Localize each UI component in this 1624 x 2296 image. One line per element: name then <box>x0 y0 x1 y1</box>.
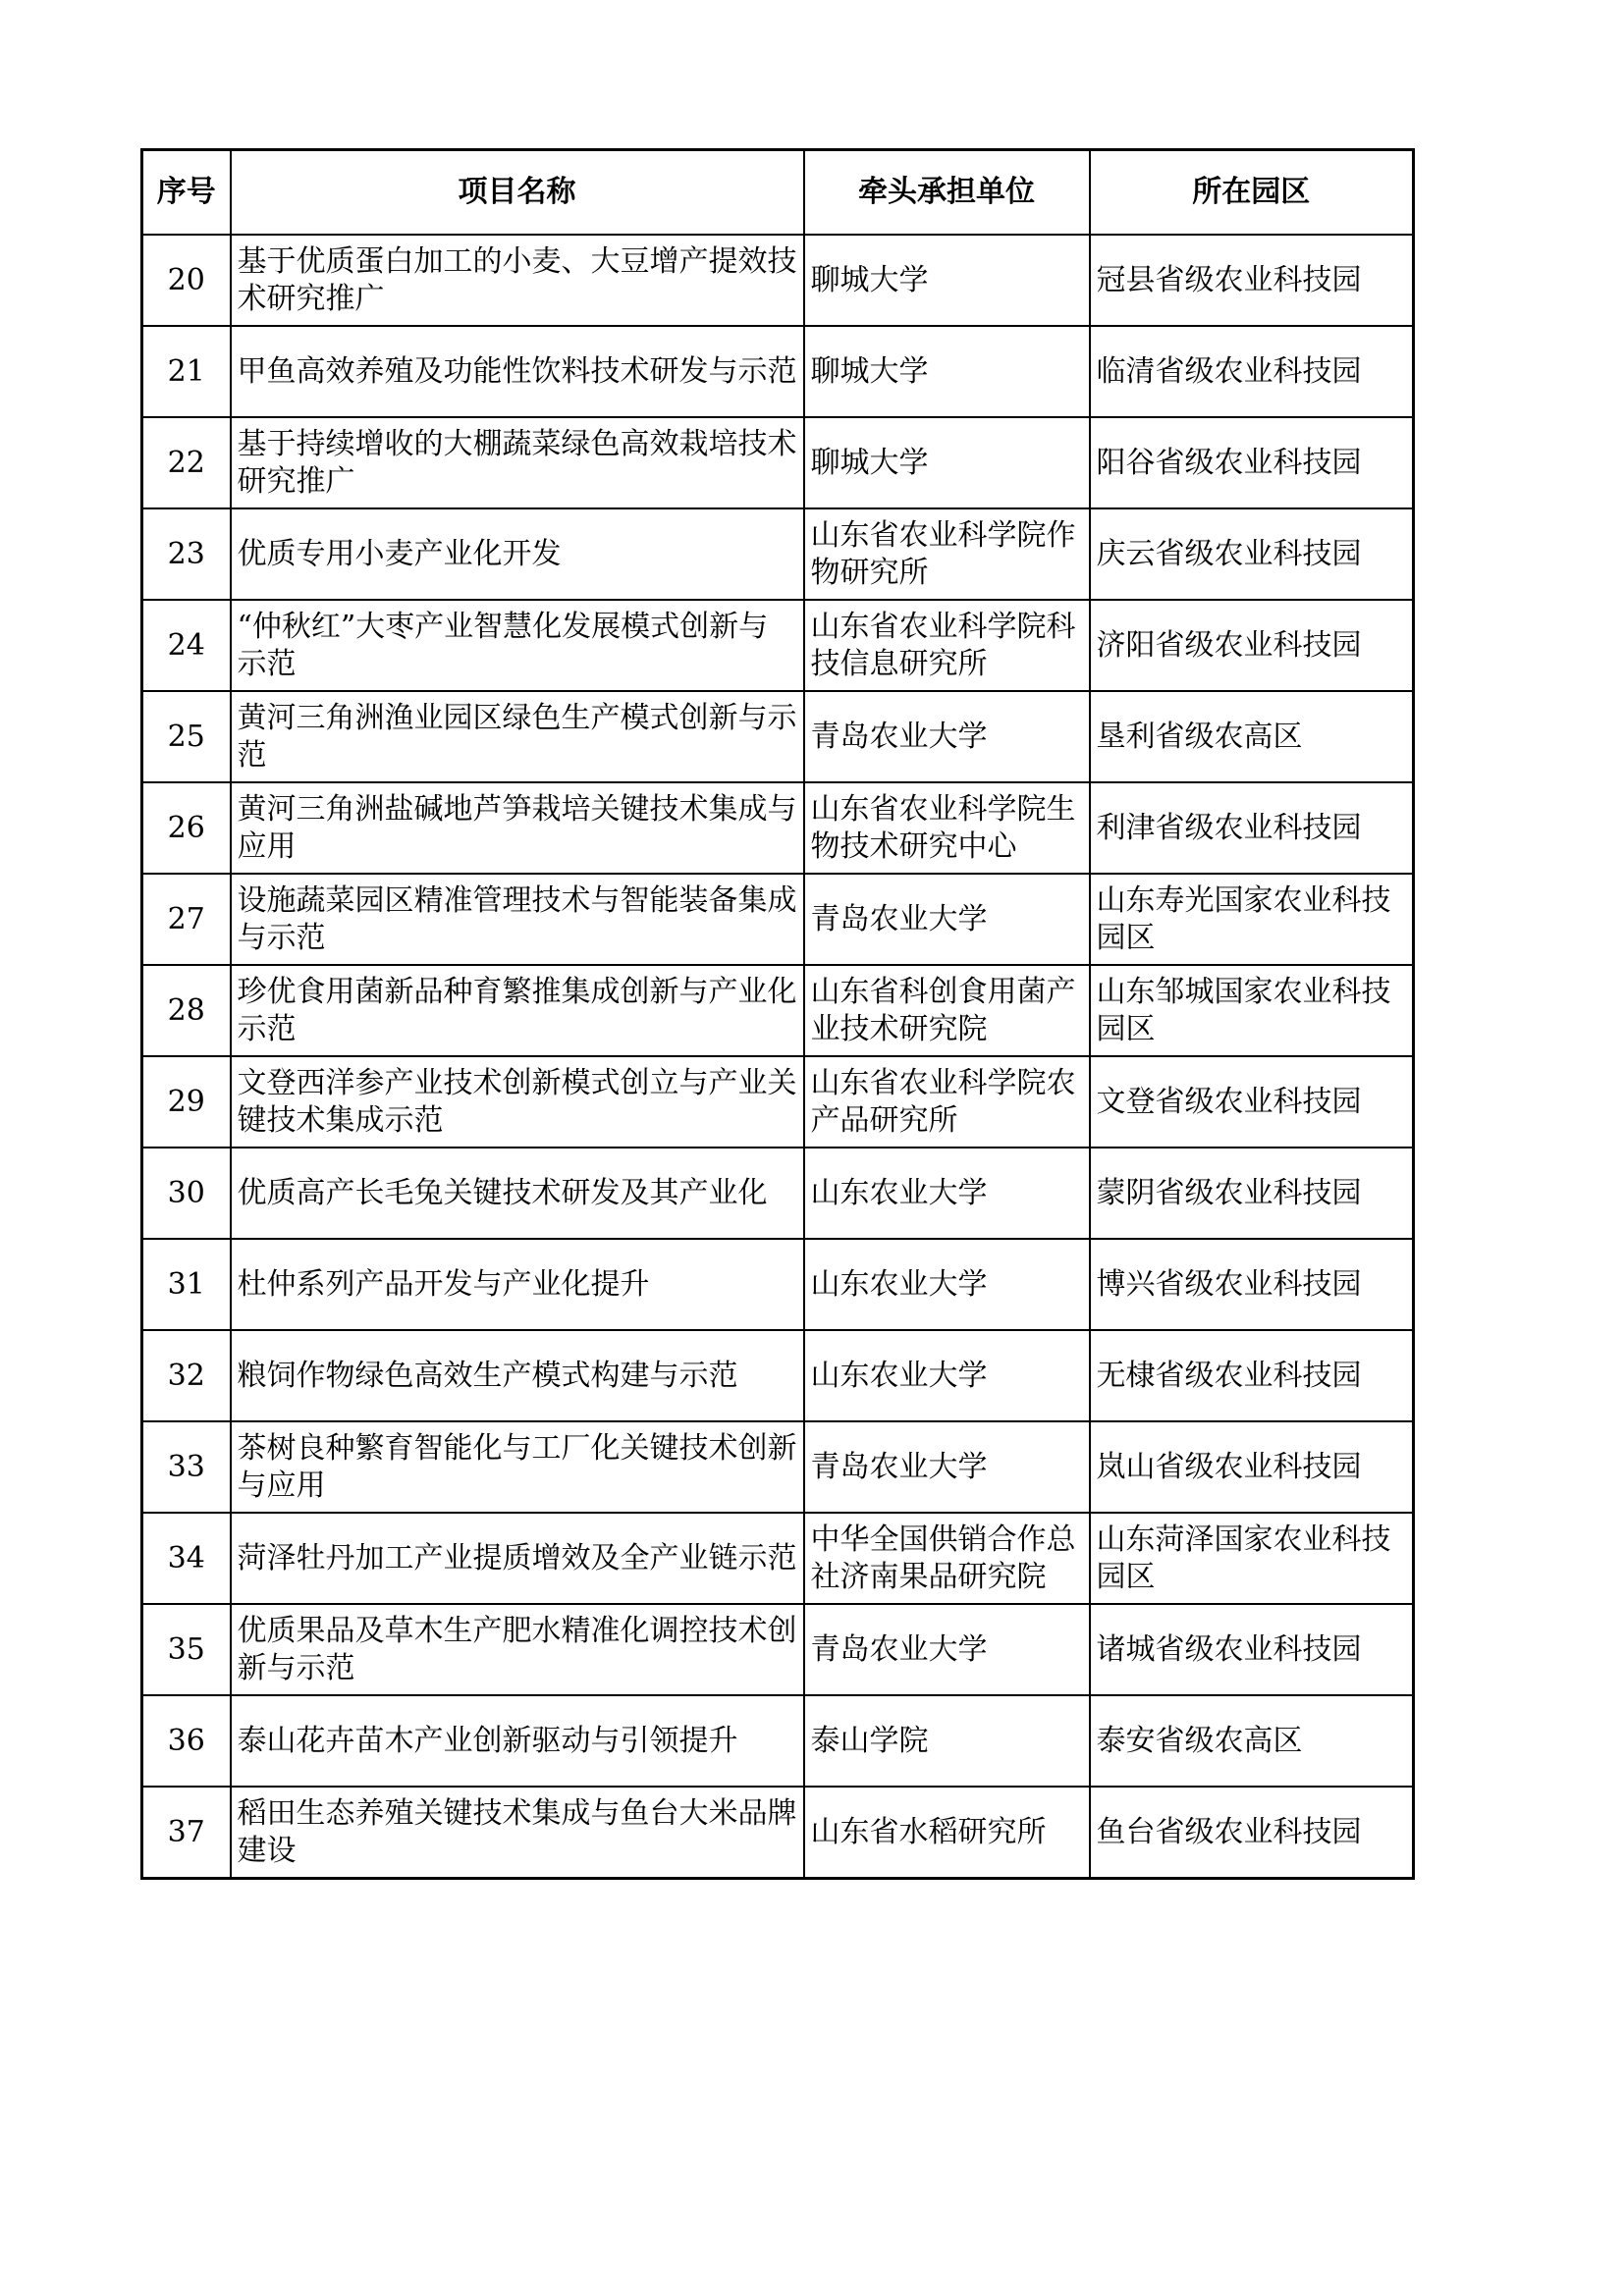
cell-serial-number: 21 <box>142 326 231 417</box>
cell-park: 岚山省级农业科技园 <box>1090 1421 1414 1513</box>
cell-lead-unit: 青岛农业大学 <box>804 691 1090 782</box>
cell-serial-number: 20 <box>142 235 231 326</box>
cell-park: 无棣省级农业科技园 <box>1090 1330 1414 1421</box>
cell-park: 文登省级农业科技园 <box>1090 1056 1414 1148</box>
cell-lead-unit: 泰山学院 <box>804 1695 1090 1787</box>
project-table <box>140 148 1415 1880</box>
table-row <box>142 508 1414 600</box>
cell-park: 山东邹城国家农业科技园区 <box>1090 965 1414 1056</box>
table-row <box>142 782 1414 874</box>
table-row <box>142 1604 1414 1695</box>
cell-lead-unit: 山东农业大学 <box>804 1239 1090 1330</box>
cell-lead-unit: 山东省水稻研究所 <box>804 1787 1090 1879</box>
table-row <box>142 326 1414 417</box>
cell-serial-number: 35 <box>142 1604 231 1695</box>
cell-park: 临清省级农业科技园 <box>1090 326 1414 417</box>
cell-lead-unit: 山东省农业科学院农产品研究所 <box>804 1056 1090 1148</box>
cell-lead-unit: 山东省科创食用菌产业技术研究院 <box>804 965 1090 1056</box>
cell-serial-number: 37 <box>142 1787 231 1879</box>
cell-serial-number: 23 <box>142 508 231 600</box>
cell-project-name: 泰山花卉苗木产业创新驱动与引领提升 <box>231 1695 804 1787</box>
cell-project-name: 黄河三角洲盐碱地芦笋栽培关键技术集成与应用 <box>231 782 804 874</box>
cell-serial-number: 36 <box>142 1695 231 1787</box>
cell-lead-unit: 山东农业大学 <box>804 1148 1090 1239</box>
cell-serial-number: 32 <box>142 1330 231 1421</box>
cell-serial-number: 26 <box>142 782 231 874</box>
cell-lead-unit: 聊城大学 <box>804 326 1090 417</box>
cell-project-name: 珍优食用菌新品种育繁推集成创新与产业化示范 <box>231 965 804 1056</box>
cell-park: 冠县省级农业科技园 <box>1090 235 1414 326</box>
cell-project-name: 设施蔬菜园区精准管理技术与智能装备集成与示范 <box>231 874 804 965</box>
table-row <box>142 965 1414 1056</box>
cell-project-name: 粮饲作物绿色高效生产模式构建与示范 <box>231 1330 804 1421</box>
cell-park: 济阳省级农业科技园 <box>1090 600 1414 691</box>
cell-project-name: 黄河三角洲渔业园区绿色生产模式创新与示范 <box>231 691 804 782</box>
cell-park: 垦利省级农高区 <box>1090 691 1414 782</box>
table-row <box>142 1787 1414 1879</box>
table-row <box>142 600 1414 691</box>
cell-project-name: 稻田生态养殖关键技术集成与鱼台大米品牌建设 <box>231 1787 804 1879</box>
cell-lead-unit: 山东省农业科学院科技信息研究所 <box>804 600 1090 691</box>
table-row <box>142 874 1414 965</box>
cell-park: 山东寿光国家农业科技园区 <box>1090 874 1414 965</box>
cell-serial-number: 30 <box>142 1148 231 1239</box>
cell-serial-number: 22 <box>142 417 231 508</box>
cell-project-name: 文登西洋参产业技术创新模式创立与产业关键技术集成示范 <box>231 1056 804 1148</box>
cell-park: 鱼台省级农业科技园 <box>1090 1787 1414 1879</box>
cell-lead-unit: 聊城大学 <box>804 417 1090 508</box>
cell-park: 利津省级农业科技园 <box>1090 782 1414 874</box>
table-row <box>142 691 1414 782</box>
cell-project-name: 菏泽牡丹加工产业提质增效及全产业链示范 <box>231 1513 804 1604</box>
table-row <box>142 1330 1414 1421</box>
table-row <box>142 1148 1414 1239</box>
cell-serial-number: 28 <box>142 965 231 1056</box>
table-row <box>142 1695 1414 1787</box>
cell-park: 阳谷省级农业科技园 <box>1090 417 1414 508</box>
table-row <box>142 1056 1414 1148</box>
cell-lead-unit: 中华全国供销合作总社济南果品研究院 <box>804 1513 1090 1604</box>
cell-serial-number: 25 <box>142 691 231 782</box>
header-lead-unit: 牵头承担单位 <box>804 150 1090 236</box>
cell-serial-number: 34 <box>142 1513 231 1604</box>
cell-lead-unit: 山东省农业科学院作物研究所 <box>804 508 1090 600</box>
cell-project-name: 优质专用小麦产业化开发 <box>231 508 804 600</box>
table-row <box>142 1513 1414 1604</box>
cell-project-name: 优质高产长毛兔关键技术研发及其产业化 <box>231 1148 804 1239</box>
cell-project-name: 优质果品及草木生产肥水精准化调控技术创新与示范 <box>231 1604 804 1695</box>
cell-lead-unit: 青岛农业大学 <box>804 874 1090 965</box>
cell-park: 山东菏泽国家农业科技园区 <box>1090 1513 1414 1604</box>
cell-serial-number: 33 <box>142 1421 231 1513</box>
cell-serial-number: 24 <box>142 600 231 691</box>
cell-lead-unit: 山东省农业科学院生物技术研究中心 <box>804 782 1090 874</box>
cell-lead-unit: 青岛农业大学 <box>804 1604 1090 1695</box>
cell-serial-number: 27 <box>142 874 231 965</box>
cell-lead-unit: 聊城大学 <box>804 235 1090 326</box>
cell-park: 蒙阴省级农业科技园 <box>1090 1148 1414 1239</box>
cell-park: 泰安省级农高区 <box>1090 1695 1414 1787</box>
table-header-row <box>142 150 1414 236</box>
table-body <box>142 235 1414 1879</box>
cell-lead-unit: 山东农业大学 <box>804 1330 1090 1421</box>
cell-serial-number: 31 <box>142 1239 231 1330</box>
cell-project-name: 茶树良种繁育智能化与工厂化关键技术创新与应用 <box>231 1421 804 1513</box>
cell-park: 诸城省级农业科技园 <box>1090 1604 1414 1695</box>
table-row <box>142 417 1414 508</box>
cell-project-name: 基于优质蛋白加工的小麦、大豆增产提效技术研究推广 <box>231 235 804 326</box>
header-park: 所在园区 <box>1090 150 1414 236</box>
cell-park: 博兴省级农业科技园 <box>1090 1239 1414 1330</box>
header-project-name: 项目名称 <box>231 150 804 236</box>
header-serial-number: 序号 <box>142 150 231 236</box>
cell-project-name: 基于持续增收的大棚蔬菜绿色高效栽培技术研究推广 <box>231 417 804 508</box>
cell-project-name: 甲鱼高效养殖及功能性饮料技术研发与示范 <box>231 326 804 417</box>
table-row <box>142 235 1414 326</box>
cell-project-name: 杜仲系列产品开发与产业化提升 <box>231 1239 804 1330</box>
table-row <box>142 1421 1414 1513</box>
cell-serial-number: 29 <box>142 1056 231 1148</box>
table-row <box>142 1239 1414 1330</box>
cell-project-name: “仲秋红”大枣产业智慧化发展模式创新与示范 <box>231 600 804 691</box>
cell-lead-unit: 青岛农业大学 <box>804 1421 1090 1513</box>
cell-park: 庆云省级农业科技园 <box>1090 508 1414 600</box>
